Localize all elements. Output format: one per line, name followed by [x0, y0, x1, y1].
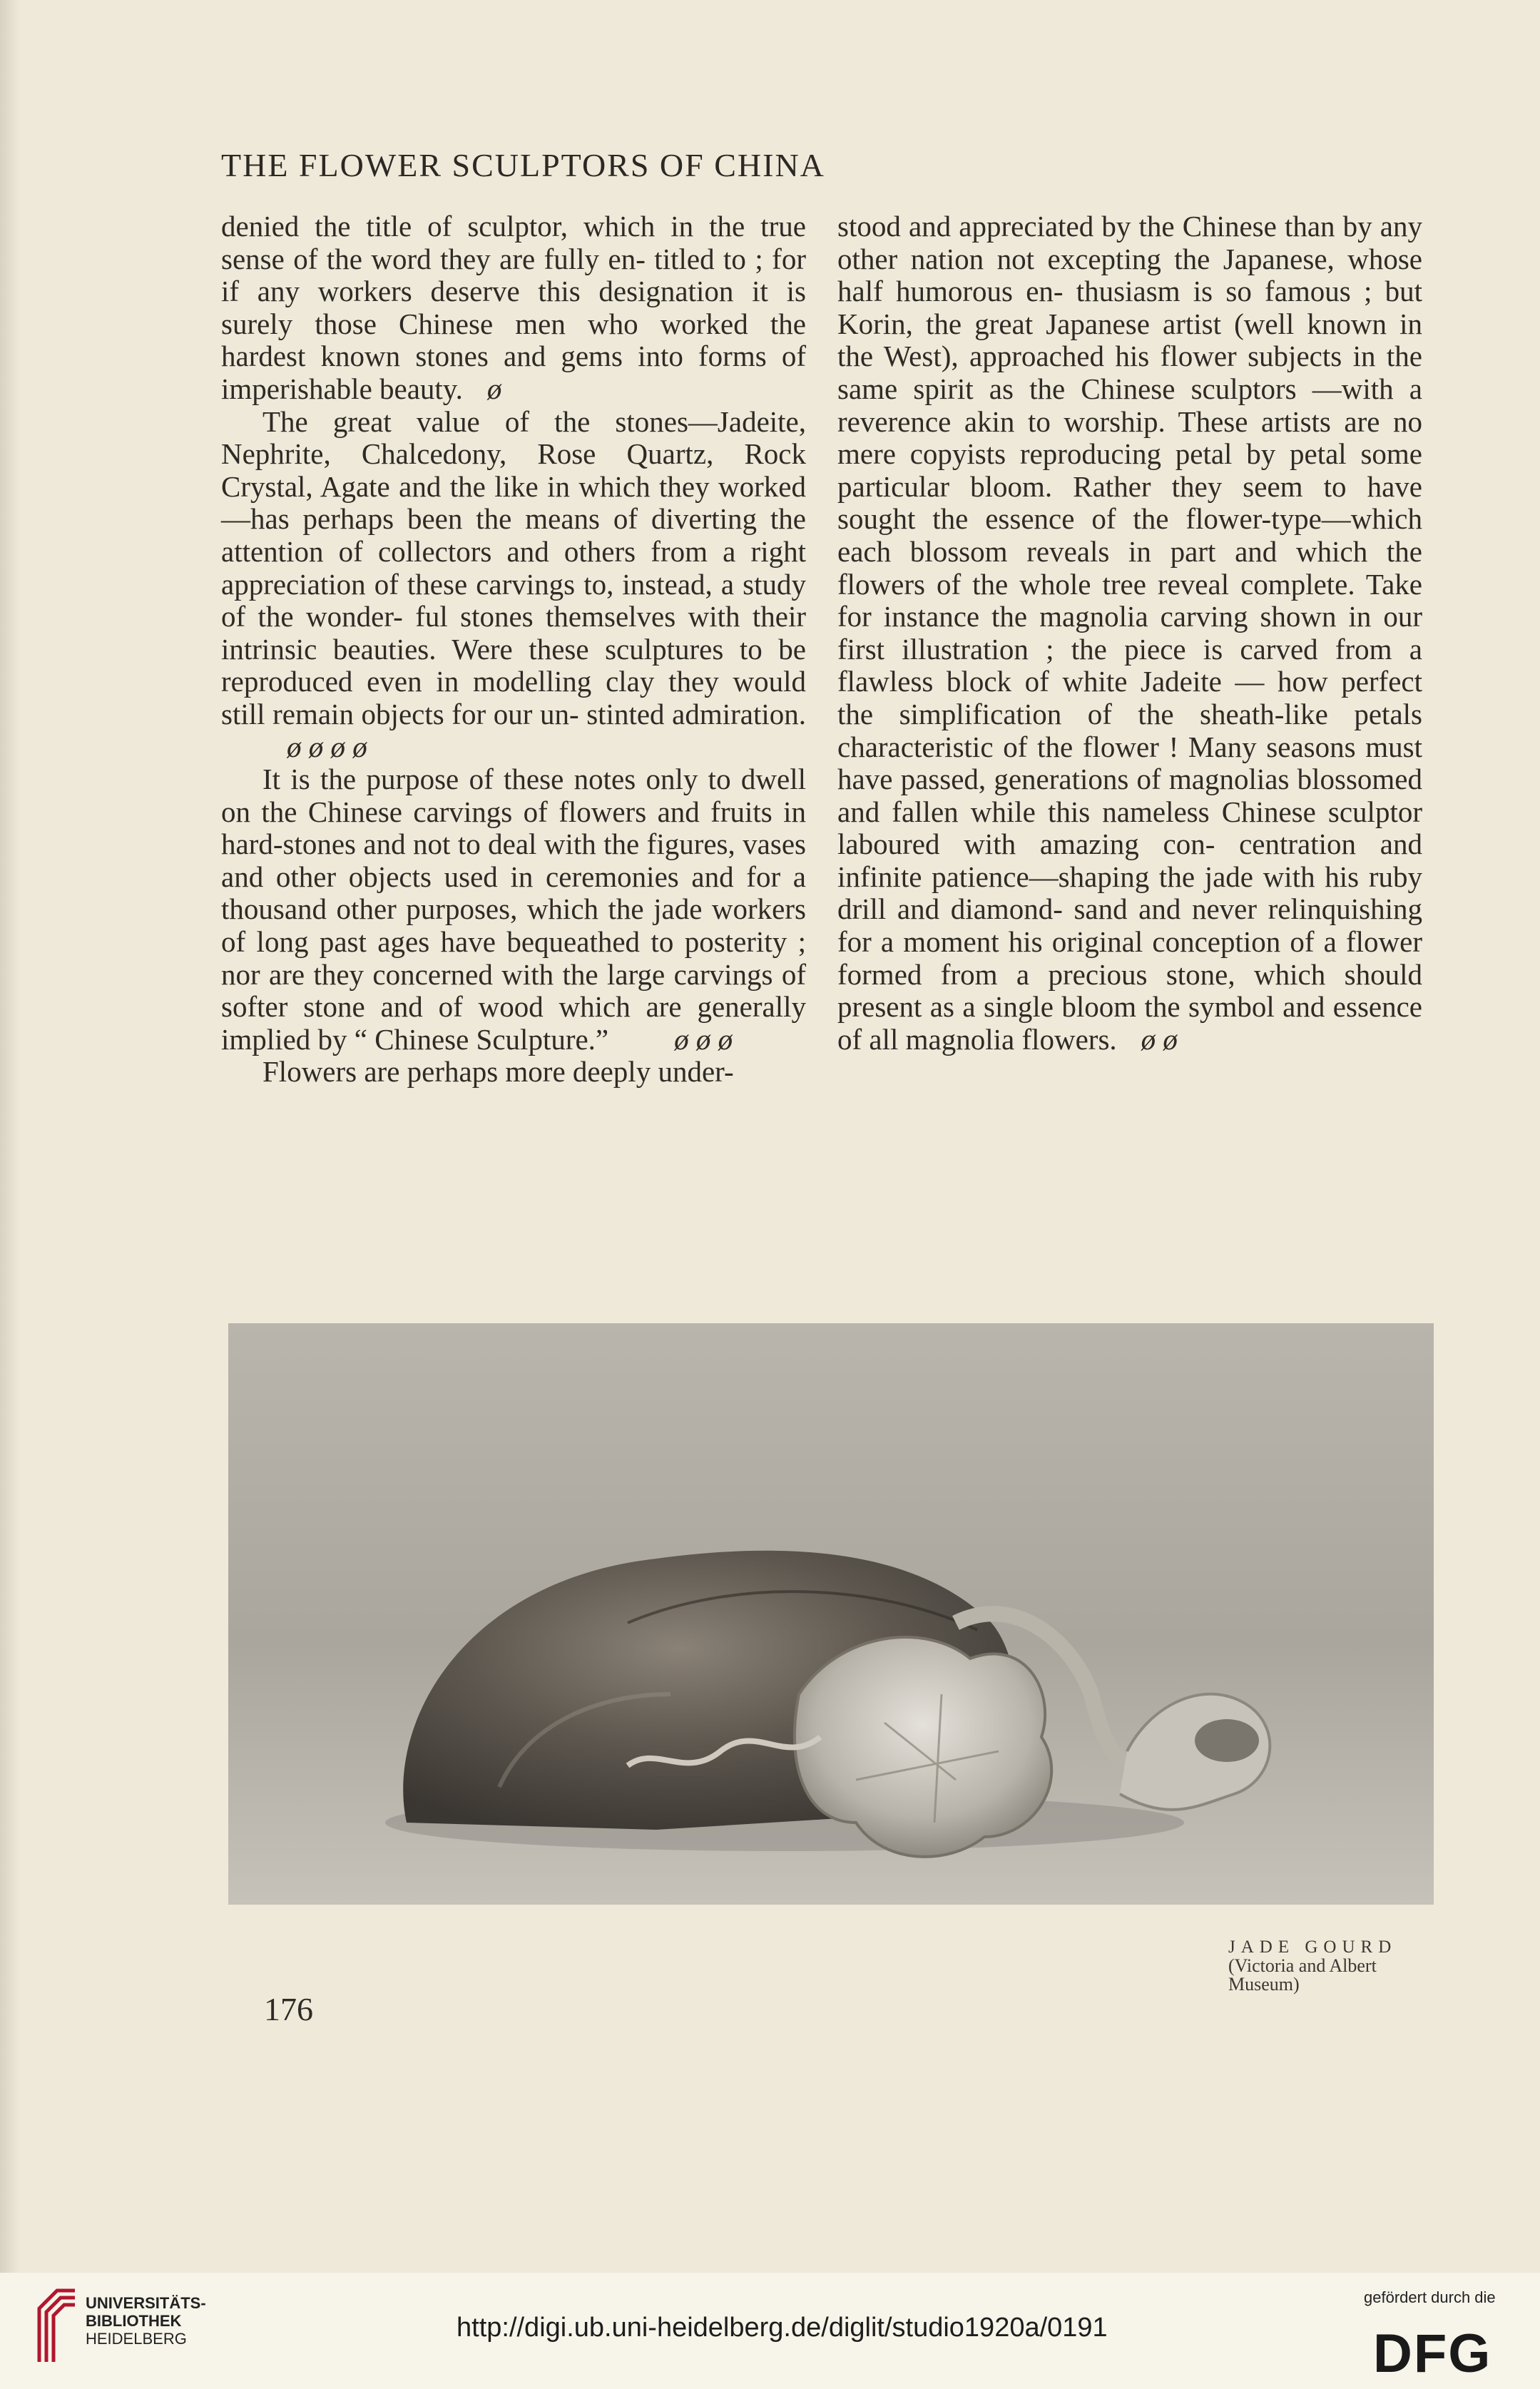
ornament: ø ø ø: [674, 1022, 733, 1056]
caption-line: (Victoria and Albert: [1228, 1955, 1377, 1976]
paragraph: It is the purpose of these notes only to dwell on the Chinese carvings of flowers and fruits in hard-stones and not to deal with the figures, vases and other objects used in ceremonies and for a thousand other purposes, which the jade workers of long past ages have bequeathed to posterity ; nor are they concerned with the large carvings of softer stone and of wood which are generally implied by “ Chinese Sculpture.” ø ø ø: [221, 763, 806, 1056]
caption-line: Museum): [1228, 1974, 1300, 1995]
caption-title: JADE GOURD: [1228, 1937, 1397, 1957]
running-head: THE FLOWER SCULPTORS OF CHINA: [221, 147, 825, 183]
paragraph: Flowers are perhaps more deeply under-: [262, 1055, 734, 1089]
paragraph: denied the title of sculptor, which in the true sense of the word they are fully en- titled to ; for if any workers deserve this designation it is surely those Chinese men who worked the hardest known stones and gems into forms of imperishable beauty. ø: [221, 210, 806, 405]
library-logo-icon: [36, 2287, 78, 2369]
paragraph: stood and appreciated by the Chinese than by any other nation not excepting the Japanese, whose half humorous en- thusiasm is so famous ; but Korin, the great Japanese artist (well known in the West), approached his flower subjects in the same spirit as the Chinese sculptors —with a reverence akin to worship. These artists are no mere copyists reproducing petal by petal some particular bloom. Rather they seem to have sought the essence of the flower-type—which each blossom reveals in part and which the flowers of the whole tree reveal complete. Take for instance the magnolia carving shown in our first illustration ; the piece is carved from a flawless block of white Jadeite — how perfect the simplification of the sheath-like petals characteristic of the flower ! Many seasons must have passed, generations of magnolias blossomed and fallen while this nameless Chinese sculptor laboured with amazing con- centration and infinite patience—shaping the jade with his ruby drill and diamond- sand and never relinquishing for a moment his original conception of a flower formed from a precious stone, which should present as a single bloom the symbol and essence of all magnolia flowers. ø ø: [837, 210, 1422, 1056]
digitization-footer: [0, 2273, 1540, 2389]
page-number: 176: [264, 1991, 313, 2027]
funding-label: gefördert durch die: [1364, 2288, 1496, 2306]
ornament: ø ø: [1141, 1022, 1178, 1056]
paragraph: The great value of the stones—Jadeite, Nephrite, Chalcedony, Rose Quartz, Rock Crystal, Agate and the like in which they worked—has perhaps been the means of diverting the attention of collectors and others from a right appreciation of these carvings to, instead, a study of the wonder- ful stones themselves with their intrinsic beauties. Were these sculptures to be reproduced even in modelling clay they would still remain objects for our un- stinted admiration.ø ø ø ø: [221, 404, 806, 763]
figure-caption: [1228, 1938, 1397, 1994]
jade-gourd-photograph: [228, 1323, 1434, 1905]
source-url-link[interactable]: http://digi.ub.uni-heidelberg.de/diglit/studio1920a/0191: [457, 2313, 1108, 2343]
ornament: ø ø ø ø: [287, 730, 367, 763]
left-column: [221, 210, 806, 1089]
scan-edge-shadow: [0, 0, 20, 2273]
right-column: [837, 210, 1422, 1056]
library-name: UNIVERSITÄTS- BIBLIOTHEK HEIDELBERG: [86, 2294, 206, 2348]
ornament: ø: [486, 372, 502, 405]
dfg-logo: DFG: [1373, 2323, 1492, 2384]
